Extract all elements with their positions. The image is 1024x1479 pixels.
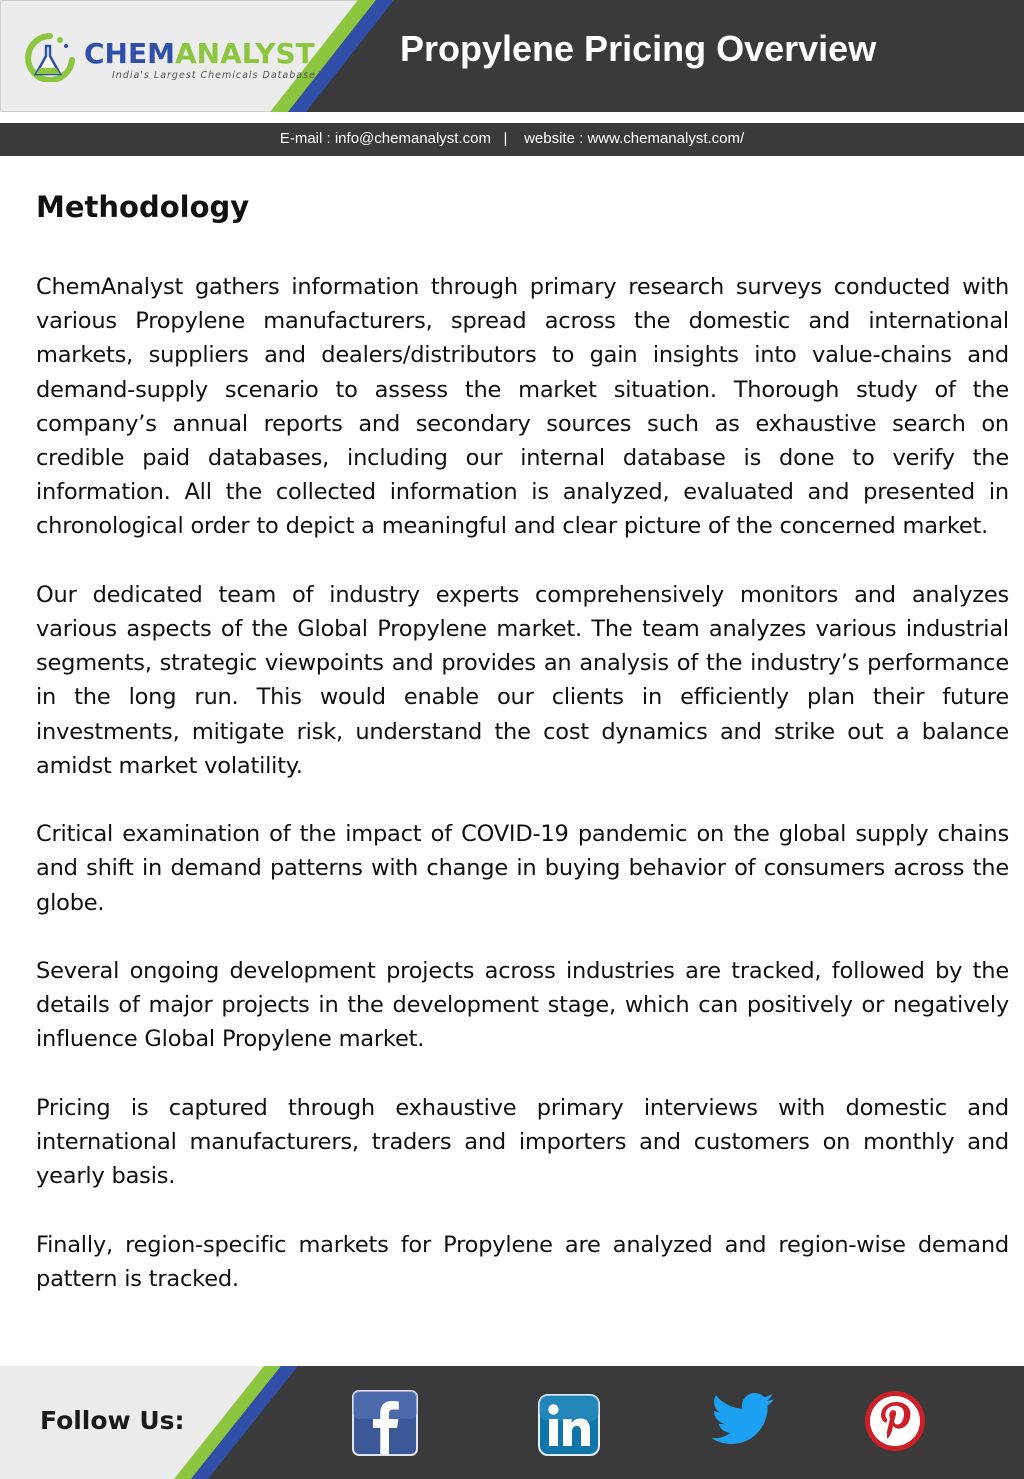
linkedin-icon[interactable]: [538, 1394, 600, 1456]
header-bar: [0, 0, 1024, 112]
paragraph-6: Finally, region-specific markets for Propylene are analyzed and region-wise demand pattern is tracked.: [36, 1231, 1009, 1292]
logo-text-analyst: ANALYST: [174, 37, 315, 70]
section-heading: Methodology: [36, 190, 250, 224]
paragraph-5: Pricing is captured through exhaustive primary interviews with domestic and international manufacturers, traders and importers and customers on monthly and yearly basis.: [36, 1094, 1009, 1190]
flask-logo-icon: [20, 30, 80, 82]
email-link[interactable]: E-mail : info@chemanalyst.com: [279, 130, 491, 147]
contact-bar: [0, 123, 1024, 156]
page-title: Propylene Pricing Overview: [400, 28, 877, 69]
follow-us-label: Follow Us:: [40, 1406, 185, 1435]
chemanalyst-logo[interactable]: [20, 30, 316, 86]
contact-separator: |: [503, 130, 508, 147]
pinterest-icon[interactable]: [864, 1390, 926, 1452]
facebook-icon[interactable]: [352, 1390, 418, 1456]
logo-wordmark: [84, 38, 315, 70]
paragraph-3: Critical examination of the impact of COVID-19 pandemic on the global supply chains and shift in demand patterns with change in buying behavior of consumers across the globe.: [36, 821, 1009, 916]
paragraph-1: ChemAnalyst gathers information through primary research surveys conducted with various Propylene manufacturers, spread across the domestic and international markets, suppliers and dealers/distributors to gain insights into value-chains and demand-supply scenario to assess the market situation. Thorough study of the company’s annual reports and secondary sources such as exhaustive search on credible paid databases, including our internal database is done to verify the information. All the collected information is analyzed, evaluated and presented in chronological order to depict a meaningful and clear picture of the concerned market.: [36, 274, 1009, 540]
methodology-content: [36, 270, 1009, 1330]
footer-bar: [0, 1366, 1024, 1479]
paragraph-2: Our dedicated team of industry experts comprehensively monitors and analyzes various aspects of the Global Propylene market. The team analyzes various industrial segments, strategic viewpoints and provides an analysis of the industry’s performance in the long run. This would enable our clients in efficiently plan their future investments, mitigate risk, understand the cost dynamics and strike out a balance amidst market volatility.: [36, 581, 1009, 779]
paragraph-4: Several ongoing development projects across industries are tracked, followed by the details of major projects in the development stage, which can positively or negatively influence Global Propylene market.: [36, 958, 1009, 1053]
logo-text-chem: CHEM: [84, 37, 175, 70]
website-link[interactable]: website : www.chemanalyst.com/: [524, 130, 745, 147]
logo-tagline: India's Largest Chemicals Database: [112, 70, 316, 81]
twitter-icon[interactable]: [712, 1392, 776, 1448]
